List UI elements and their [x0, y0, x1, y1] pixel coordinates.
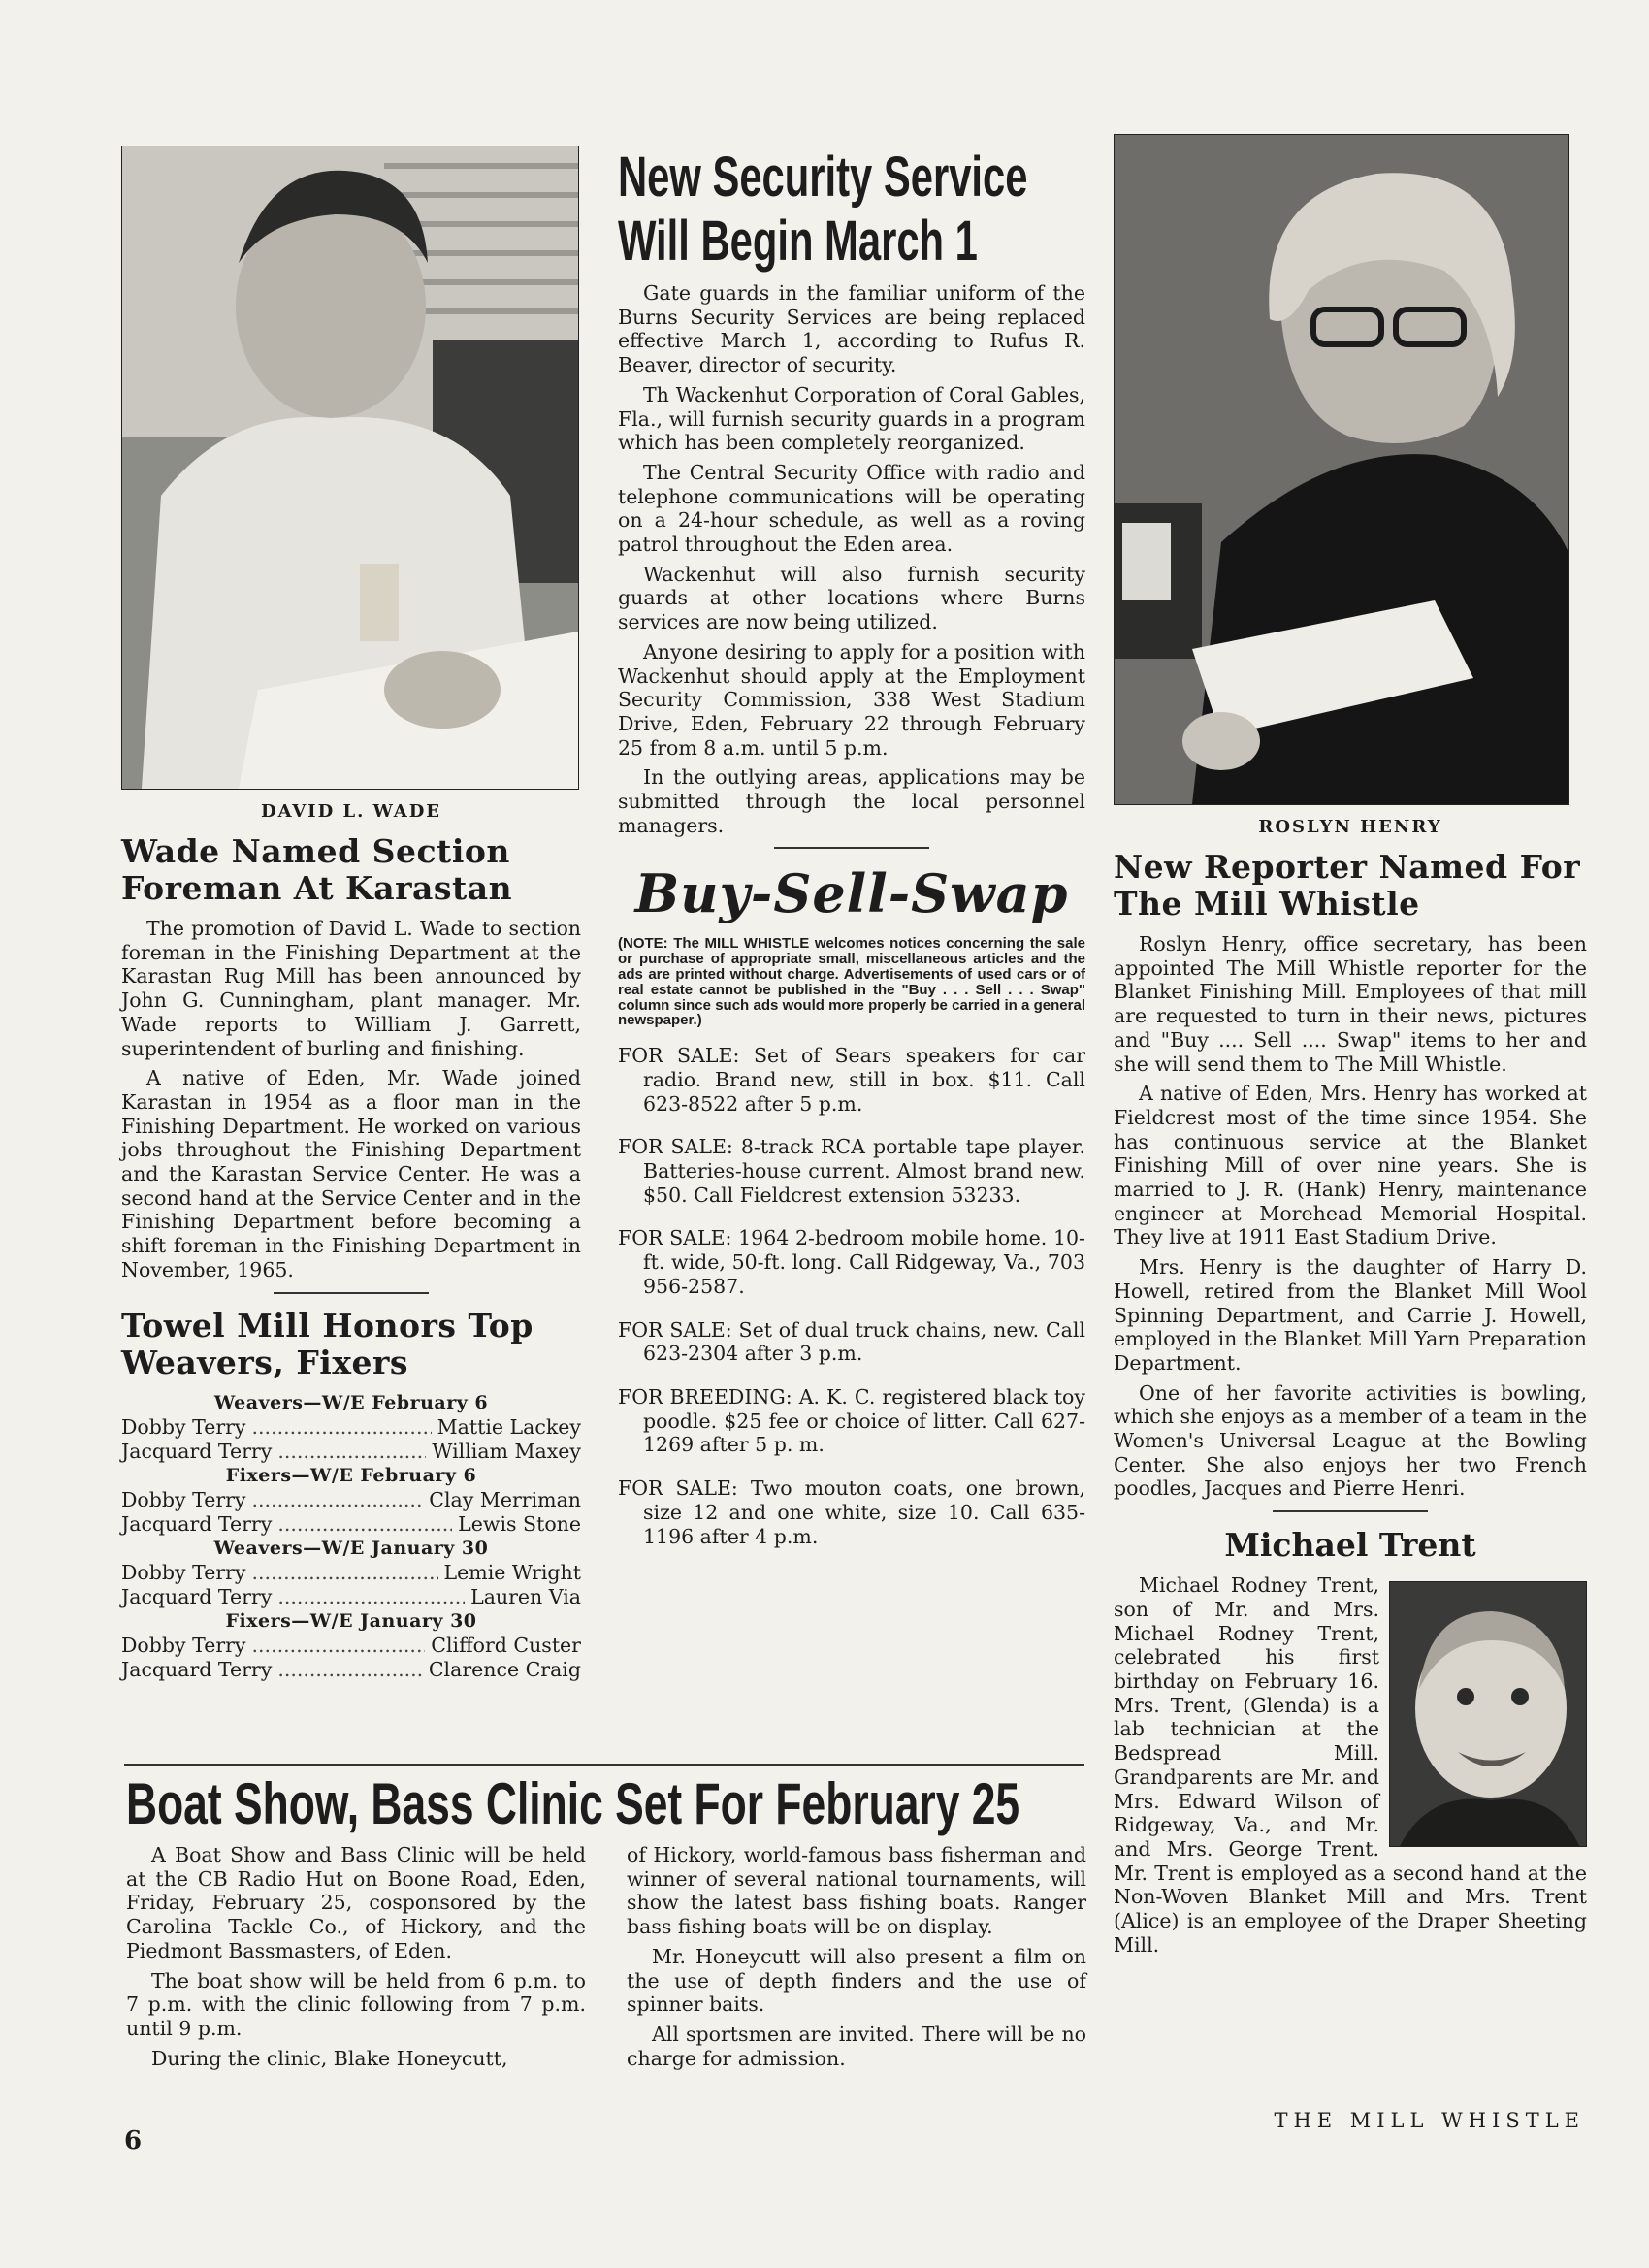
boat-column-right: [627, 1843, 1086, 2076]
publication-name: THE MILL WHISTLE: [1274, 2109, 1585, 2132]
headline-boat-show: Boat Show, Bass Clinic Set For February 25: [126, 1771, 1020, 1836]
wade-paragraph-1: The promotion of David L. Wade to section foreman in the Finishing Department at the Karastan Rug Mill has been announced by John G. Cunningham, plant manager. Mr. Wade reports to William J. Garrett, superintendent of burling and finishing.: [121, 917, 581, 1060]
honors-list: [121, 1391, 581, 1682]
classified-ad: FOR SALE: 8-track RCA portable tape player. Batteries-house current. Almost brand new. $50. Call Fieldcrest extension 53233.: [618, 1135, 1085, 1207]
boat-paragraph: During the clinic, Blake Honeycutt,: [151, 2046, 508, 2070]
honors-row: Dobby Terry ..... Mattie Lackey: [121, 1415, 581, 1440]
henry-paragraph: Roslyn Henry, office secretary, has been appointed The Mill Whistle reporter for the Blanket Finishing Mill. Employees of that mill are requested to turn in their news, pictures and "Buy .... Sell .... Swap" items to her and she will send them to The Mill Whistle.: [1114, 932, 1587, 1076]
photo-caption-wade: DAVID L. WADE: [260, 801, 442, 822]
trent-text: Michael Rodney Trent, son of Mr. and Mrs. Michael Rodney Trent, celebrated his first birthday on February 16. Mrs. Trent, (Glenda) is a lab technician at the Bedspread Mill. Grandparents are Mr. and Mrs. Edward Wilson of Ridgeway, Va., and Mr. and Mrs. George Trent. Mr. Trent is employed as a second hand at the Non-Woven Blanket Mill and Mrs. Trent (Alice) is an employee of the Draper Sheeting Mill.: [1114, 1573, 1587, 1957]
section-rule: [124, 1764, 1084, 1766]
photo-caption-henry: ROSLYN HENRY: [1258, 817, 1442, 837]
boat-column-left: [126, 1843, 586, 2076]
security-paragraph: Th Wackenhut Corporation of Coral Gables, Fla., will furnish security guards in a program which has been completely reorganized.: [618, 382, 1085, 455]
trent-article: [1114, 1573, 1587, 1957]
security-paragraph: The Central Security Office with radio and telephone communications will be operating on a 24-hour schedule, as well as a roving patrol throughout the Eden area.: [618, 460, 1085, 557]
boat-paragraph: A Boat Show and Bass Clinic will be held at the CB Radio Hut on Boone Road, Eden, Friday, February 25, cosponsored by the Carolina Tackle Co., of Hickory, and the Piedmont Bassmasters, of Eden.: [126, 1843, 586, 1962]
divider-rule: [774, 847, 929, 849]
security-paragraph: In the outlying areas, applications may be submitted through the local personnel managers.: [618, 765, 1085, 837]
honors-row: Jacquard Terry ..... Clarence Craig: [121, 1658, 581, 1682]
classified-ad: FOR SALE: Set of Sears speakers for car radio. Brand new, still in box. $11. Call 623-8522 after 5 p.m.: [618, 1044, 1085, 1116]
honors-group-title: Weavers—W/E February 6: [213, 1391, 489, 1413]
column-left: [121, 146, 581, 1682]
headline-security: New Security Service Will Begin March 1: [618, 146, 1028, 273]
page-number: 6: [124, 2126, 143, 2155]
boat-paragraph: The boat show will be held from 6 p.m. to 7 p.m. with the clinic following from 7 p.m. until 9 p.m.: [126, 1968, 586, 2040]
honors-row: Jacquard Terry ..... William Maxey: [121, 1440, 581, 1464]
classified-ad: FOR SALE: Set of dual truck chains, new. Call 623-2304 after 3 p.m.: [618, 1317, 1085, 1366]
photo-michael-trent: [1389, 1581, 1587, 1847]
divider-rule: [274, 1292, 429, 1294]
headline-henry: New Reporter Named For The Mill Whistle: [1114, 848, 1581, 923]
security-paragraph: Wackenhut will also furnish security guards at other locations where Burns services are now being utilized.: [618, 562, 1085, 634]
henry-paragraph: One of her favorite activities is bowling, which she enjoys as a member of a team in the Women's Universal League at the Bowling Center. She also enjoys her two French poodles, Jacques and Pierre Henri.: [1114, 1380, 1587, 1501]
column-right: [1114, 134, 1587, 1957]
wade-paragraph-2: A native of Eden, Mr. Wade joined Karastan in 1954 as a floor man in the Finishing Department. He worked on various jobs throughout the Finishing Department and the Karastan Service Center. He was a second hand at the Service Center and in the Finishing Department before becoming a shift foreman in the Finishing Department in November, 1965.: [121, 1066, 581, 1281]
boat-show-columns: [126, 1843, 1086, 2076]
photo-roslyn-henry: [1114, 134, 1569, 805]
honors-group-title: Fixers—W/E February 6: [225, 1464, 477, 1486]
divider-rule: [1273, 1510, 1428, 1512]
photo-david-wade: [121, 146, 579, 790]
henry-paragraph: A native of Eden, Mrs. Henry has worked at Fieldcrest most of the time since 1954. She has continuous service at the Blanket Finishing Mill of over nine years. She is married to J. R. (Hank) Henry, maintenance engineer at Morehead Memorial Hospital. They live at 1911 East Stadium Drive.: [1114, 1082, 1587, 1249]
honors-row: Dobby Terry ..... Clay Merriman: [121, 1488, 581, 1512]
honors-group-title: Weavers—W/E January 30: [213, 1537, 489, 1559]
classified-ad: FOR SALE: Two mouton coats, one brown, size 12 and one white, size 10. Call 635-1196 after 4 p.m.: [618, 1476, 1085, 1548]
security-paragraph: Gate guards in the familiar uniform of the Burns Security Services are being replaced effective March 1, according to Rufus R. Beaver, director of security.: [618, 281, 1085, 377]
buy-sell-swap-title: Buy-Sell-Swap: [634, 862, 1069, 925]
buy-sell-swap-note: (NOTE: The MILL WHISTLE welcomes notices concerning the sale or purchase of appropriate small, miscellaneous articles and the ads are printed without charge. Advertisements of used cars or of real estate cannot be published in the "Buy . . . Sell . . . Swap" column since such ads would more properly be carried in a general newspaper.): [618, 935, 1085, 1029]
classified-ad: FOR BREEDING: A. K. C. registered black toy poodle. $25 fee or choice of litter. Call 627-1269 after 5 p. m.: [618, 1384, 1085, 1457]
classified-ad: FOR SALE: 1964 2-bedroom mobile home. 10-ft. wide, 50-ft. long. Call Ridgeway, Va., 703 956-2587.: [618, 1226, 1085, 1298]
boat-show-article: [126, 1773, 1086, 2076]
security-paragraph: Anyone desiring to apply for a position with Wackenhut should apply at the Employment Security Commission, 338 West Stadium Drive, Eden, February 22 through February 25 from 8 a.m. until 5 p.m.: [618, 639, 1085, 760]
boat-paragraph: Mr. Honeycutt will also present a film on the use of depth finders and the use of spinner baits.: [627, 1944, 1086, 2017]
honors-row: Dobby Terry ..... Lemie Wright: [121, 1561, 581, 1585]
honors-group-title: Fixers—W/E January 30: [225, 1609, 477, 1632]
henry-paragraph: Mrs. Henry is the daughter of Harry D. Howell, retired from the Blanket Mill Wool Spinning Department, and Carrie J. Howell, employed in the Blanket Mill Yarn Preparation Department.: [1114, 1255, 1587, 1375]
column-middle: [618, 146, 1085, 1568]
headline-honors: Towel Mill Honors Top Weavers, Fixers: [121, 1306, 534, 1381]
honors-row: Jacquard Terry ..... Lewis Stone: [121, 1512, 581, 1537]
boat-paragraph: of Hickory, world-famous bass fisherman and winner of several national tournaments, will show the latest bass fishing boats. Ranger bass fishing boats will be on display.: [627, 1843, 1086, 1939]
honors-row: Jacquard Terry ..... Lauren Via: [121, 1585, 581, 1609]
headline-trent: Michael Trent: [1224, 1526, 1476, 1565]
boat-paragraph: All sportsmen are invited. There will be no charge for admission.: [627, 2022, 1086, 2070]
honors-row: Dobby Terry ..... Clifford Custer: [121, 1634, 581, 1658]
headline-wade: Wade Named Section Foreman At Karastan: [121, 832, 513, 907]
